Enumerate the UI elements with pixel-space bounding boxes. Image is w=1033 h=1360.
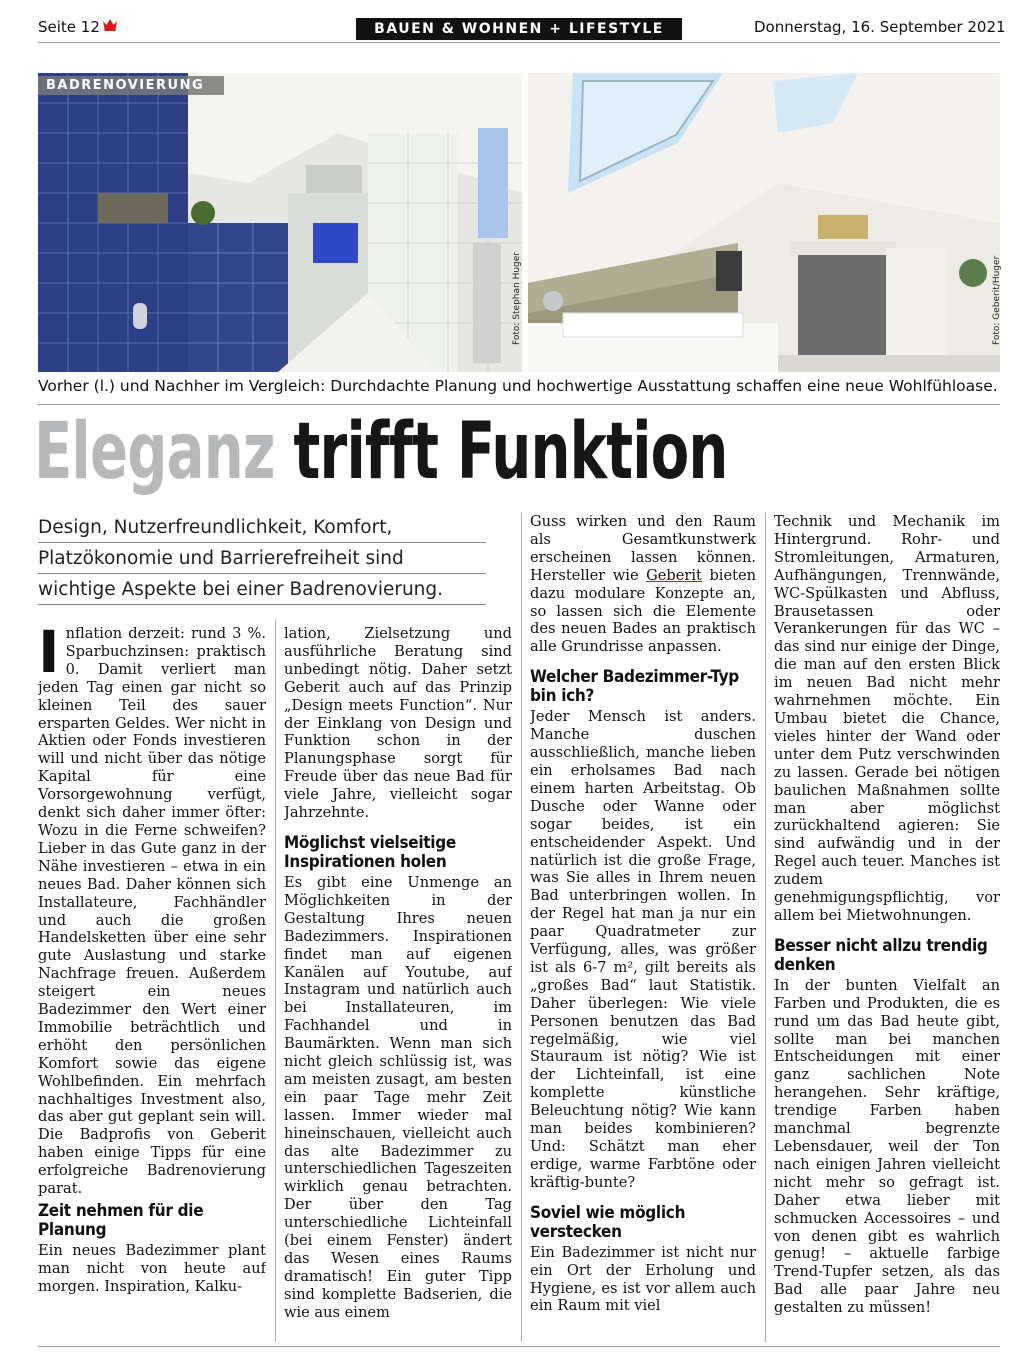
paragraph-text: bieten dazu modulare Konzepte an, so lassen sich die Elemente des neuen Bades an praktisch alle Grundrisse anpassen. [530, 566, 756, 656]
paragraph-text: Guss wirken und den Raum als Gesamtkunstwerk erscheinen lassen können. Hersteller wie [530, 513, 756, 584]
headline-part-2: trifft Funktion [293, 407, 728, 497]
photo-after-bathroom [528, 73, 1000, 372]
photo-credit-right: Foto: Geberit/Huger [992, 255, 1002, 345]
subheadline-line-2: Platzökonomie und Barrierefreiheit sind [38, 544, 486, 574]
article-column-2 [284, 625, 512, 1345]
headline [34, 407, 728, 497]
brand-link-geberit[interactable]: Geberit [646, 566, 702, 584]
photo-before-bathroom [38, 73, 522, 372]
column-divider [765, 513, 766, 1342]
subheadline-line-1: Design, Nutzerfreundlichkeit, Komfort, [38, 513, 486, 543]
subheading-trends: Besser nicht allzu trendig denken [774, 935, 988, 975]
article-paragraph: In der bunten Vielfalt an Farben und Produkten, die es rund um das Bad heute gibt, sollte man bei manchen Entscheidungen mit einer ganz sachlichen Note herangehen. Sehr kräftige, trendige Farben haben manchmal begrenzte Lebensdauer, weil der Ton nach einigen Jahren vielleicht nicht mehr so gefragt ist. Daher etwa lieber mit schmucken Accessoires – und von denen gibt es wahrlich genug! – aktuelle farbige Trend-Tupfer setzen, als das Bad alle paar Jahre neu gestalten zu müssen! [774, 976, 1000, 1317]
subheadline-line-3: wichtige Aspekte bei einer Badrenovierung. [38, 575, 486, 605]
article-paragraph [38, 625, 266, 1198]
article-column-4 [774, 513, 1000, 1345]
article-column-1 [38, 625, 266, 1345]
page-number: Seite 12 [38, 18, 100, 36]
footer-divider [38, 1346, 1000, 1347]
article-paragraph: Technik und Mechanik im Hintergrund. Rohr- und Stromleitungen, Armaturen, Aufhängungen, Trennwände, WC-Spülkasten und Abfluss, Brausetassen oder Verankerungen für das WC – das sind nur einige der Dinge, die man auf den ersten Blick im neuen Bad nicht mehr wahrnehmen möchte. Ein Umbau bietet die Chance, vieles hinter der Wand oder unter dem Putz verschwinden zu lassen. Gerade bei nötigen baulichen Maßnahmen sollte man aber möglichst zurückhaltend agieren: Sie sind aufwändig und in der Regel auch teuer. Manches ist zudem genehmigungspflichtig, vor allem bei Mietwohnungen. [774, 513, 1000, 924]
article-paragraph: lation, Zielsetzung und ausführliche Beratung sind unbedingt nötig. Daher setzt Geberit auch auf das Prinzip „Design meets Function“. Nur der Einklang von Design und Funktion schon in der Planungsphase sorgt für Freude über das neue Bad für viele Jahre, vielleicht sogar Jahrzehnte. [284, 625, 512, 822]
topic-label: BADRENOVIERUNG [38, 76, 224, 95]
crown-icon [102, 17, 118, 31]
article-paragraph [530, 513, 756, 656]
article-paragraph: Jeder Mensch ist anders. Manche duschen ausschließlich, manche lieben ein erholsames Bad nach einem harten Arbeitstag. Ob Dusche oder Wanne oder sogar beides, ist ein entscheidender Aspekt. Und natürlich ist die große Frage, was Sie alles in Ihrem neuen Bad unterbringen wollen. In der Regel hat man ja nur ein paar Quadratmeter zur Verfügung, alles, was größer ist als 6-7 m², gilt bereits als „großes Bad“ laut Statistik. Daher überlegen: Wie viele Personen benutzen das Bad regelmäßig, wie viel Stauraum ist nötig? Wie ist der Lichteinfall, ist eine komplette künstliche Beleuchtung nötig? Wie kann man beides kombinieren? Und: Schätzt man eher erdige, warme Farbtöne oder kräftig-bunte? [530, 708, 756, 1191]
paragraph-text: nflation derzeit: rund 3 %. Sparbuchzinsen: praktisch 0. Damit verliert man jeden Tag einen gar nicht so kleinen Teil des sauer ersparten Geldes. Wer nicht in Aktien oder Fonds investieren will und nicht über das nötige Kapital für eine Vorsorgewohnung verfügt, denkt sich daher immer öfter: Wozu in die Ferne schweifen? Lieber in das Gute ganz in der Nähe investieren – etwa in ein neues Bad. Daher können sich Installateure, Fachhändler und auch die großen Handelsketten über eine sehr gute Auslastung und starke Nachfrage freuen. Außerdem steigert ein neues Badezimmer den Wert einer Immobilie beträchtlich und erhöht den persönlichen Komfort sowie das eigene Wohlbefinden. Ein mehrfach nachhaltiges Investment also, das aber gut geplant sein will. Die Badprofis von Geberit haben einige Tipps für eine erfolgreiche Badrenovierung parat. [38, 625, 266, 1198]
photo-credit-left: Foto: Stephan Huger [512, 252, 522, 345]
section-title: BAUEN & WOHNEN + LIFESTYLE [356, 18, 682, 40]
column-divider [275, 620, 276, 1342]
photo-caption: Vorher (l.) und Nachher im Vergleich: Durchdachte Planung und hochwertige Ausstattung schaffen eine neue Wohlfühloase. [38, 377, 998, 395]
header-divider [38, 42, 1000, 43]
subheading-hide: Soviel wie möglich verstecken [530, 1202, 686, 1242]
issue-date: Donnerstag, 16. September 2021 [754, 18, 1006, 36]
headline-part-1: Eleganz [34, 407, 275, 497]
article-paragraph: Es gibt eine Unmenge an Möglichkeiten in der Gestaltung Ihres neuen Badezimmers. Inspirationen findet man auf eigenen Kanälen auf Youtube, auf Instagram und natürlich auch bei Installateuren, im Fachhandel und in Baumärkten. Wenn man sich nicht gleich schlüssig ist, was am meisten zusagt, am besten ein paar Tage mehr Zeit lassen. Immer wieder mal hineinschauen, vielleicht auch das alte Badezimmer zu unterschiedlichen Tageszeiten wirklich genau betrachten. Der über den Tag unterschiedliche Lichteinfall (bei einem Fenster) ändert das Wesen eines Raums dramatisch! Ein guter Tipp sind komplette Badserien, die wie aus einem [284, 873, 512, 1321]
subheading-inspiration: Möglichst vielseitige Inspirationen holen [284, 832, 456, 872]
column-divider [521, 513, 522, 1342]
subheading-bathroom-type: Welcher Badezimmer-Typ bin ich? [530, 667, 739, 707]
article-paragraph: Ein neues Badezimmer plant man nicht von heute auf morgen. Inspiration, Kalku- [38, 1242, 266, 1295]
drop-cap: I [38, 625, 60, 686]
subheadline [38, 513, 486, 606]
article-paragraph: Ein Badezimmer ist nicht nur ein Ort der Erholung und Hygiene, es ist vor allem auch ein Raum mit viel [530, 1243, 756, 1315]
caption-divider [38, 404, 1000, 405]
article-column-3 [530, 513, 756, 1345]
subheading-planning: Zeit nehmen für die Planung [38, 1201, 204, 1240]
